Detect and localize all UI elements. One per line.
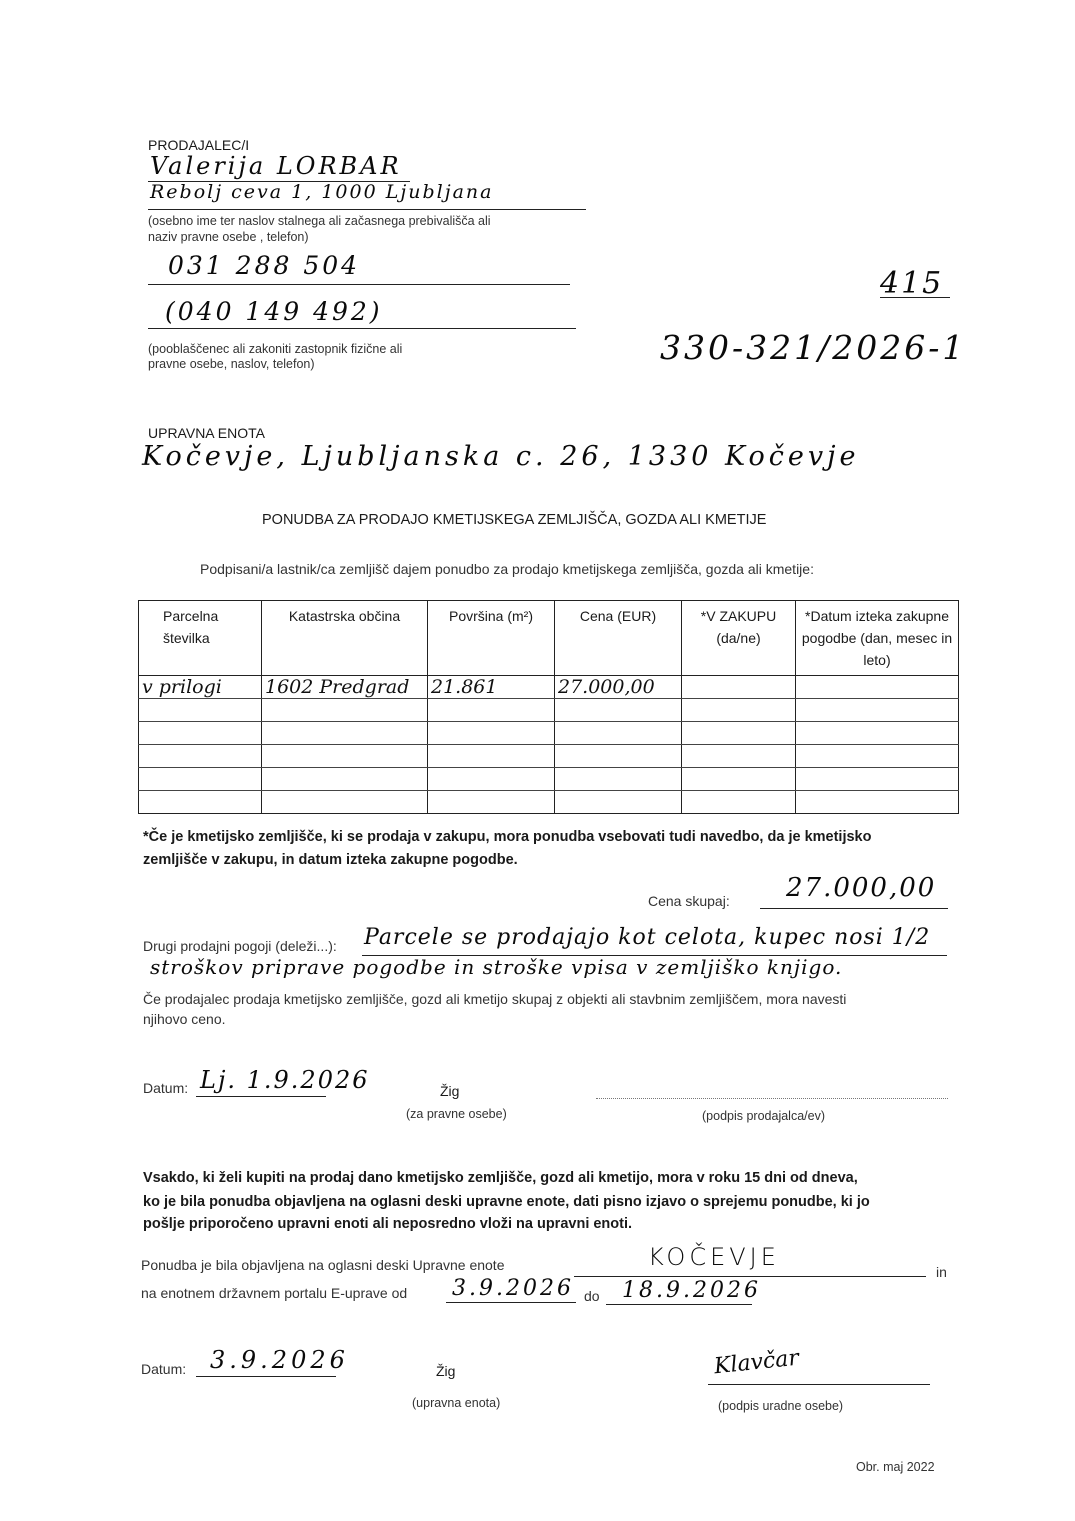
header-parcel-number: Parcelna številka <box>139 601 262 676</box>
cell-parcel <box>139 699 262 722</box>
file-number-top-underline <box>880 297 950 298</box>
representative-caption-1: (pooblaščenec ali zakoniti zastopnik fizične ali <box>148 342 403 356</box>
cell-cadastral <box>262 791 428 814</box>
cell-cadastral <box>262 745 428 768</box>
cell-cadastral <box>262 699 428 722</box>
cell-parcel <box>139 768 262 791</box>
cell-lease-end <box>796 768 959 791</box>
cell-parcel <box>139 791 262 814</box>
cell-price <box>555 699 682 722</box>
seller-stamp-label: Žig <box>440 1083 460 1099</box>
table-row <box>139 745 959 768</box>
seller-name: Valerija LORBAR <box>150 152 402 180</box>
cell-parcel: v prilogi <box>139 676 262 699</box>
form-revision: Obr. maj 2022 <box>856 1460 935 1474</box>
publication-line-1-label: Ponudba je bila objavljena na oglasni deski Upravne enote <box>141 1257 505 1273</box>
cell-parcel <box>139 722 262 745</box>
table-row <box>139 676 959 699</box>
total-label: Cena skupaj: <box>648 893 730 909</box>
cell-price <box>555 791 682 814</box>
seller-address-line <box>148 209 586 210</box>
cell-lease-end <box>796 745 959 768</box>
other-terms-line-1: Parcele se prodajajo kot celota, kupec nosi 1/2 <box>364 925 931 950</box>
table-row <box>139 791 959 814</box>
form-intro: Podpisani/a lastnik/ca zemljišč dajem ponudbo za prodajo kmetijskega zemljišča, gozda ali kmetije: <box>200 561 814 577</box>
cell-lease-end <box>796 791 959 814</box>
office-heading: UPRAVNA ENOTA <box>148 425 265 441</box>
publication-line-2-label: na enotnem državnem portalu E-uprave od <box>141 1285 408 1301</box>
representative-caption-2: pravne osebe, naslov, telefon) <box>148 357 315 371</box>
header-cadastral: Katastrska občina <box>262 601 428 676</box>
cell-lease <box>682 699 796 722</box>
office-stamp-label: Žig <box>436 1363 456 1379</box>
seller-date-value: Lj. 1.9.2026 <box>200 1066 370 1094</box>
publication-from-line <box>446 1302 576 1303</box>
cell-cadastral: 1602 Predgrad <box>262 676 428 699</box>
seller-address: Rebolj ceva 1, 1000 Ljubljana <box>150 181 494 203</box>
table-row <box>139 722 959 745</box>
cell-area <box>428 768 555 791</box>
cell-parcel <box>139 745 262 768</box>
cell-cadastral <box>262 722 428 745</box>
seller-signature-caption: (podpis prodajalca/ev) <box>702 1109 825 1123</box>
form-title: PONUDBA ZA PRODAJO KMETIJSKEGA ZEMLJIŠČA, GOZDA ALI KMETIJE <box>262 512 767 528</box>
footnote-line-1: *Če je kmetijsko zemljišče, ki se prodaja v zakupu, mora ponudba vsebovati tudi navedbo, da je kmetijsko <box>143 829 872 845</box>
file-number-top: 415 <box>880 266 944 301</box>
seller-date-label: Datum: <box>143 1080 189 1096</box>
cell-lease <box>682 676 796 699</box>
publication-unit-value: KOČEVJE <box>648 1243 780 1271</box>
total-value: 27.000,00 <box>786 873 937 903</box>
cell-lease <box>682 768 796 791</box>
table-row <box>139 699 959 722</box>
other-terms-note-2: njihovo ceno. <box>143 1011 226 1027</box>
cell-lease <box>682 745 796 768</box>
file-number: 330-321/2026-1 <box>660 328 967 367</box>
notice-line-2: ko je bila ponudba objavljena na oglasni deski upravne enote, dati pisno izjavo o sprejemu ponudbe, ki jo <box>143 1194 870 1210</box>
other-terms-line-2: stroškov priprave pogodbe in stroške vpisa v zemljiško knjigo. <box>150 955 843 979</box>
publication-from-value: 3.9.2026 <box>452 1276 574 1301</box>
cell-area: 21.861 <box>428 676 555 699</box>
cell-lease-end <box>796 722 959 745</box>
cell-area <box>428 745 555 768</box>
office-signature-caption: (podpis uradne osebe) <box>718 1399 844 1413</box>
seller-caption-2: naziv pravne osebe , telefon) <box>148 230 309 244</box>
header-lease: *V ZAKUPU (da/ne) <box>682 601 796 676</box>
notice-line-1: Vsakdo, ki želi kupiti na prodaj dano kmetijsko zemljišče, gozd ali kmetijo, mora v roku 15 dni od dneva, <box>143 1170 858 1186</box>
footnote-line-2: zemljišče v zakupu, in datum izteka zakupne pogodbe. <box>143 852 518 868</box>
table-row <box>139 768 959 791</box>
office-stamp-caption: (upravna enota) <box>412 1396 501 1410</box>
cell-lease <box>682 722 796 745</box>
total-line <box>760 908 948 909</box>
office-date-line <box>196 1376 336 1377</box>
publication-to-line <box>606 1304 752 1305</box>
seller-phone-1: 031 288 504 <box>168 251 361 280</box>
header-price: Cena (EUR) <box>555 601 682 676</box>
seller-date-line <box>196 1096 326 1097</box>
cell-cadastral <box>262 768 428 791</box>
cell-price <box>555 722 682 745</box>
header-area: Površina (m²) <box>428 601 555 676</box>
cell-lease <box>682 791 796 814</box>
office-signature: Klavčar <box>712 1345 801 1380</box>
cell-price <box>555 745 682 768</box>
cell-area <box>428 722 555 745</box>
office-date-value: 3.9.2026 <box>210 1346 349 1374</box>
seller-caption-1: (osebno ime ter naslov stalnega ali začasnega prebivališča ali <box>148 214 491 228</box>
seller-phone-2: (040 149 492) <box>165 297 383 326</box>
header-lease-end: *Datum izteka zakupne pogodbe (dan, mesec in leto) <box>796 601 959 676</box>
cell-lease-end <box>796 676 959 699</box>
publication-unit-line <box>574 1276 926 1277</box>
cell-area <box>428 699 555 722</box>
parcel-table <box>138 600 959 814</box>
cell-lease-end <box>796 699 959 722</box>
publication-in-label: in <box>936 1264 947 1280</box>
cell-price <box>555 768 682 791</box>
publication-to-label: do <box>584 1288 600 1304</box>
representative-line <box>148 328 576 329</box>
other-terms-label: Drugi prodajni pogoji (deleži...): <box>143 938 337 954</box>
seller-stamp-caption: (za pravne osebe) <box>406 1107 507 1121</box>
publication-to-value: 18.9.2026 <box>622 1278 761 1303</box>
seller-phone-1-line <box>148 284 570 285</box>
seller-signature-line <box>596 1098 948 1099</box>
cell-price: 27.000,00 <box>555 676 682 699</box>
office-signature-line <box>708 1384 930 1385</box>
other-terms-note-1: Če prodajalec prodaja kmetijsko zemljišče, gozd ali kmetijo skupaj z objekti ali stavbnim zemljiščem, mora navesti <box>143 991 847 1007</box>
notice-line-3: pošlje priporočeno upravni enoti ali neposredno vloži na upravni enoti. <box>143 1216 633 1232</box>
seller-heading: PRODAJALEC/I <box>148 137 250 153</box>
office-date-label: Datum: <box>141 1361 187 1377</box>
office-value: Kočevje, Ljubljanska c. 26, 1330 Kočevje <box>142 441 860 472</box>
cell-area <box>428 791 555 814</box>
